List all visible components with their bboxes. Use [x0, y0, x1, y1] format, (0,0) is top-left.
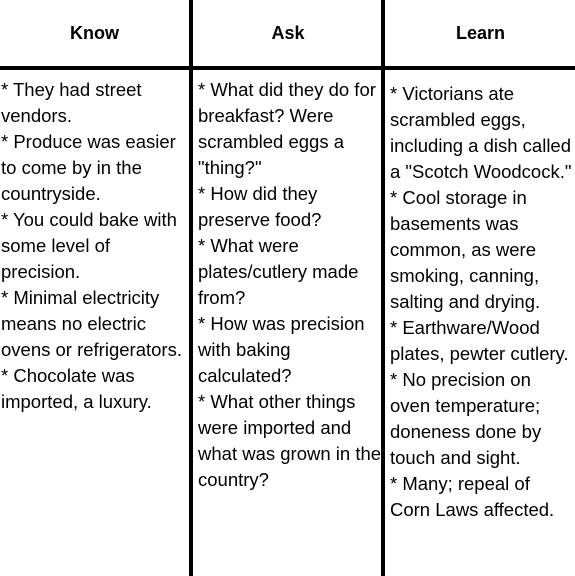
learn-item: * Victorians ate scrambled eggs, including a dish called a "Scotch Woodcock." [390, 83, 572, 182]
ask-column [194, 0, 382, 576]
know-item: * Minimal electricity means no electric ovens or refrigerators. [1, 287, 182, 360]
learn-item: * Earthware/Wood plates, pewter cutlery. [390, 317, 569, 364]
column-divider-ask-learn [381, 0, 385, 576]
learn-item: * Many; repeal of Corn Laws affected. [390, 473, 555, 520]
learn-column-cell [386, 81, 575, 523]
know-item: * They had street vendors. [1, 79, 142, 126]
know-column-cell [0, 77, 189, 415]
ask-column-cell [194, 77, 382, 493]
learn-item: * Cool storage in basements was common, as were smoking, canning, salting and drying. [390, 187, 541, 312]
ask-column-header: Ask [271, 22, 305, 43]
ask-item: * How was precision with baking calculated? [198, 313, 365, 386]
learn-column [386, 0, 575, 576]
know-column [0, 0, 189, 576]
know-column-header: Know [70, 22, 119, 43]
learn-column-header: Learn [455, 22, 506, 43]
know-item: * Produce was easier to come by in the countryside. [1, 131, 176, 204]
ask-item: * What did they do for breakfast? Were scrambled eggs a "thing?" [198, 79, 376, 178]
ask-item: * What were plates/cutlery made from? [198, 235, 359, 308]
know-item: * Chocolate was imported, a luxury. [1, 365, 152, 412]
know-item: * You could bake with some level of precision. [1, 209, 177, 282]
ask-item: * How did they preserve food? [198, 183, 322, 230]
learn-item: * No precision on oven temperature; doneness done by touch and sight. [390, 369, 542, 468]
header-divider [0, 66, 575, 70]
column-divider-know-ask [189, 0, 193, 576]
ask-item: * What other things were imported and what was grown in the country? [198, 391, 382, 490]
